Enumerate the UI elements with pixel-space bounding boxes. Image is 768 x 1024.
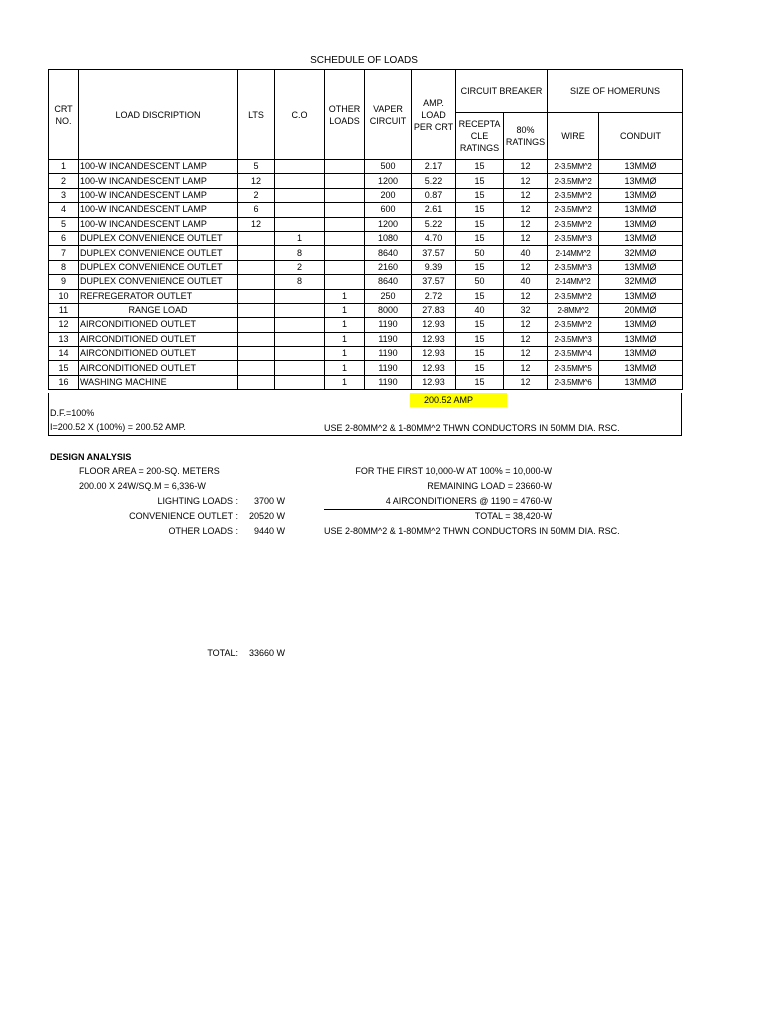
amp-load: 0.87 — [412, 188, 456, 202]
lts-count — [238, 332, 275, 346]
lts-count: 12 — [238, 174, 275, 188]
va-circuit: 8640 — [365, 275, 412, 289]
rating-80: 40 — [504, 275, 548, 289]
wire-size: 2-3.5MM^3 — [548, 332, 599, 346]
header-co: C.O — [275, 70, 325, 160]
table-row — [49, 275, 683, 289]
load-description: DUPLEX CONVENIENCE OUTLET — [79, 275, 238, 289]
table-row — [49, 246, 683, 260]
other-loads-count: 1 — [325, 289, 365, 303]
amp-load: 12.93 — [412, 347, 456, 361]
amp-load: 2.61 — [412, 203, 456, 217]
circuit-number: 1 — [49, 160, 79, 174]
amp-load: 5.22 — [412, 217, 456, 231]
amp-load: 2.72 — [412, 289, 456, 303]
amp-load: 5.22 — [412, 174, 456, 188]
wire-size: 2-14MM^2 — [548, 246, 599, 260]
table-row — [49, 361, 683, 375]
conduit-size: 13MMØ — [599, 174, 683, 188]
header-conduit: CONDUIT — [599, 113, 683, 160]
other-loads-count: 1 — [325, 375, 365, 389]
load-description: WASHING MACHINE — [79, 375, 238, 389]
circuit-number: 12 — [49, 318, 79, 332]
lts-count: 2 — [238, 188, 275, 202]
lts-count — [238, 361, 275, 375]
other-loads-count — [325, 188, 365, 202]
conductor-note-schedule: USE 2-80MM^2 & 1-80MM^2 THWN CONDUCTORS IN 50MM DIA. RSC. — [324, 423, 620, 433]
other-loads-count — [325, 275, 365, 289]
schedule-rows — [49, 160, 683, 390]
other-loads-count — [325, 246, 365, 260]
design-analysis-heading: DESIGN ANALYSIS — [50, 452, 132, 462]
load-description: REFREGERATOR OUTLET — [79, 289, 238, 303]
other-loads-count — [325, 203, 365, 217]
load-description: 100-W INCANDESCENT LAMP — [79, 217, 238, 231]
other-loads-count — [325, 260, 365, 274]
circuit-number: 4 — [49, 203, 79, 217]
circuit-number: 15 — [49, 361, 79, 375]
lts-count — [238, 289, 275, 303]
va-circuit: 1190 — [365, 347, 412, 361]
load-description: 100-W INCANDESCENT LAMP — [79, 160, 238, 174]
circuit-number: 3 — [49, 188, 79, 202]
conduit-size: 20MMØ — [599, 303, 683, 317]
circuit-number: 6 — [49, 231, 79, 245]
amp-load: 12.93 — [412, 361, 456, 375]
lts-count: 5 — [238, 160, 275, 174]
conduit-size: 13MMØ — [599, 332, 683, 346]
co-count — [275, 318, 325, 332]
schedule-of-loads-table — [48, 69, 683, 390]
table-row — [49, 188, 683, 202]
conduit-size: 13MMØ — [599, 361, 683, 375]
amp-load: 37.57 — [412, 275, 456, 289]
other-loads-count: 1 — [325, 347, 365, 361]
table-row — [49, 260, 683, 274]
lts-count — [238, 275, 275, 289]
wire-size: 2-3.5MM^2 — [548, 160, 599, 174]
other-loads-count: 1 — [325, 332, 365, 346]
lighting-loads-label: LIGHTING LOADS : — [157, 496, 238, 506]
load-description: 100-W INCANDESCENT LAMP — [79, 203, 238, 217]
other-loads-count — [325, 231, 365, 245]
circuit-number: 11 — [49, 303, 79, 317]
conduit-size: 13MMØ — [599, 375, 683, 389]
co-count: 8 — [275, 275, 325, 289]
load-description: AIRCONDITIONED OUTLET — [79, 347, 238, 361]
va-circuit: 250 — [365, 289, 412, 303]
load-description: RANGE LOAD — [79, 303, 238, 317]
va-circuit: 1200 — [365, 217, 412, 231]
rating-80: 12 — [504, 347, 548, 361]
remaining-load-line: REMAINING LOAD = 23660-W — [427, 481, 552, 491]
receptacle-rating: 15 — [456, 174, 504, 188]
floor-area: FLOOR AREA = 200-SQ. METERS — [79, 466, 220, 476]
amp-load: 12.93 — [412, 375, 456, 389]
circuit-number: 9 — [49, 275, 79, 289]
va-circuit: 1190 — [365, 375, 412, 389]
receptacle-rating: 50 — [456, 275, 504, 289]
circuit-number: 13 — [49, 332, 79, 346]
co-count — [275, 188, 325, 202]
co-count — [275, 203, 325, 217]
va-circuit: 2160 — [365, 260, 412, 274]
rating-80: 12 — [504, 188, 548, 202]
circuit-number: 14 — [49, 347, 79, 361]
header-other-loads: OTHER LOADS — [325, 70, 365, 160]
receptacle-rating: 15 — [456, 160, 504, 174]
receptacle-rating: 15 — [456, 289, 504, 303]
circuit-number: 5 — [49, 217, 79, 231]
co-count — [275, 303, 325, 317]
header-receptacle-ratings: RECEPTA CLE RATINGS — [456, 113, 504, 160]
receptacle-rating: 15 — [456, 347, 504, 361]
conduit-size: 13MMØ — [599, 203, 683, 217]
lts-count — [238, 260, 275, 274]
va-circuit: 1190 — [365, 318, 412, 332]
wire-size: 2-3.5MM^3 — [548, 231, 599, 245]
header-wire: WIRE — [548, 113, 599, 160]
table-row — [49, 318, 683, 332]
va-circuit: 1190 — [365, 332, 412, 346]
convenience-outlet-value: 20520 W — [248, 511, 285, 521]
receptacle-rating: 15 — [456, 188, 504, 202]
rating-80: 12 — [504, 160, 548, 174]
conduit-size: 13MMØ — [599, 188, 683, 202]
table-row — [49, 160, 683, 174]
co-count — [275, 361, 325, 375]
conduit-size: 13MMØ — [599, 347, 683, 361]
other-loads-count: 1 — [325, 361, 365, 375]
amp-load: 27.83 — [412, 303, 456, 317]
table-row — [49, 231, 683, 245]
co-count — [275, 217, 325, 231]
receptacle-rating: 15 — [456, 260, 504, 274]
load-description: AIRCONDITIONED OUTLET — [79, 332, 238, 346]
lts-count — [238, 318, 275, 332]
circuit-number: 7 — [49, 246, 79, 260]
va-circuit: 1200 — [365, 174, 412, 188]
load-description: DUPLEX CONVENIENCE OUTLET — [79, 246, 238, 260]
circuit-number: 10 — [49, 289, 79, 303]
wire-size: 2-3.5MM^2 — [548, 203, 599, 217]
rating-80: 32 — [504, 303, 548, 317]
rating-80: 40 — [504, 246, 548, 260]
header-circuit-breaker: CIRCUIT BREAKER — [456, 70, 548, 113]
other-loads-label: OTHER LOADS : — [168, 526, 238, 536]
first-10000-line: FOR THE FIRST 10,000-W AT 100% = 10,000-W — [355, 466, 552, 476]
co-count: 1 — [275, 231, 325, 245]
convenience-outlet-label: CONVENIENCE OUTLET : — [129, 511, 238, 521]
va-circuit: 1080 — [365, 231, 412, 245]
wire-size: 2-14MM^2 — [548, 275, 599, 289]
wire-size: 2-3.5MM^2 — [548, 188, 599, 202]
wire-size: 2-3.5MM^6 — [548, 375, 599, 389]
other-loads-count: 1 — [325, 303, 365, 317]
rating-80: 12 — [504, 203, 548, 217]
table-row — [49, 347, 683, 361]
lighting-loads-value: 3700 W — [253, 496, 285, 506]
rating-80: 12 — [504, 318, 548, 332]
current-computation: I=200.52 X (100%) = 200.52 AMP. — [50, 422, 186, 432]
header-amp-load: AMP. LOAD PER CRT — [412, 70, 456, 160]
receptacle-rating: 15 — [456, 217, 504, 231]
co-count — [275, 174, 325, 188]
total-rule — [324, 509, 552, 510]
va-circuit: 8640 — [365, 246, 412, 260]
rating-80: 12 — [504, 289, 548, 303]
conductor-note-design: USE 2-80MM^2 & 1-80MM^2 THWN CONDUCTORS IN 50MM DIA. RSC. — [324, 526, 620, 536]
va-circuit: 200 — [365, 188, 412, 202]
conduit-size: 13MMØ — [599, 231, 683, 245]
va-circuit: 1190 — [365, 361, 412, 375]
co-count — [275, 289, 325, 303]
load-description: 100-W INCANDESCENT LAMP — [79, 188, 238, 202]
wire-size: 2-3.5MM^3 — [548, 260, 599, 274]
wire-size: 2-3.5MM^2 — [548, 318, 599, 332]
receptacle-rating: 15 — [456, 318, 504, 332]
amp-load: 9.39 — [412, 260, 456, 274]
header-load-description: LOAD DISCRIPTION — [79, 70, 238, 160]
lts-count — [238, 231, 275, 245]
circuit-number: 16 — [49, 375, 79, 389]
amp-load: 4.70 — [412, 231, 456, 245]
wire-size: 2-3.5MM^5 — [548, 361, 599, 375]
total-amp-highlight: 200.52 AMP — [410, 393, 507, 407]
lts-count — [238, 303, 275, 317]
aircon-line: 4 AIRCONDITIONERS @ 1190 = 4760-W — [385, 496, 552, 506]
wire-size: 2-3.5MM^2 — [548, 174, 599, 188]
amp-load: 37.57 — [412, 246, 456, 260]
load-description: AIRCONDITIONED OUTLET — [79, 318, 238, 332]
rating-80: 12 — [504, 231, 548, 245]
lts-count — [238, 347, 275, 361]
grand-total-label: TOTAL: — [207, 648, 238, 658]
header-size-of-homeruns: SIZE OF HOMERUNS — [548, 70, 683, 113]
wire-size: 2-3.5MM^4 — [548, 347, 599, 361]
table-row — [49, 174, 683, 188]
header-lts: LTS — [238, 70, 275, 160]
receptacle-rating: 15 — [456, 375, 504, 389]
header-vaper-circuit: VAPER CIRCUIT — [365, 70, 412, 160]
conduit-size: 13MMØ — [599, 260, 683, 274]
wire-size: 2-3.5MM^2 — [548, 217, 599, 231]
wire-size: 2-3.5MM^2 — [548, 289, 599, 303]
rating-80: 12 — [504, 375, 548, 389]
rating-80: 12 — [504, 217, 548, 231]
conduit-size: 13MMØ — [599, 217, 683, 231]
load-description: AIRCONDITIONED OUTLET — [79, 361, 238, 375]
receptacle-rating: 15 — [456, 203, 504, 217]
load-description: 100-W INCANDESCENT LAMP — [79, 174, 238, 188]
co-count: 8 — [275, 246, 325, 260]
amp-load: 12.93 — [412, 332, 456, 346]
circuit-number: 2 — [49, 174, 79, 188]
conduit-size: 32MMØ — [599, 275, 683, 289]
other-loads-count: 1 — [325, 318, 365, 332]
receptacle-rating: 15 — [456, 332, 504, 346]
table-row — [49, 217, 683, 231]
grand-total-value: 33660 W — [248, 648, 285, 658]
table-row — [49, 289, 683, 303]
conduit-size: 32MMØ — [599, 246, 683, 260]
load-description: DUPLEX CONVENIENCE OUTLET — [79, 260, 238, 274]
rating-80: 12 — [504, 174, 548, 188]
other-loads-count — [325, 160, 365, 174]
schedule-title: SCHEDULE OF LOADS — [310, 55, 418, 66]
co-count — [275, 347, 325, 361]
table-row — [49, 203, 683, 217]
lts-count: 12 — [238, 217, 275, 231]
amp-load: 12.93 — [412, 318, 456, 332]
demand-factor: D.F.=100% — [50, 408, 95, 418]
circuit-number: 8 — [49, 260, 79, 274]
rating-80: 12 — [504, 361, 548, 375]
header-80-ratings: 80% RATINGS — [504, 113, 548, 160]
other-loads-value: 9440 W — [253, 526, 285, 536]
va-circuit: 8000 — [365, 303, 412, 317]
receptacle-rating: 15 — [456, 231, 504, 245]
other-loads-count — [325, 174, 365, 188]
rating-80: 12 — [504, 260, 548, 274]
amp-load: 2.17 — [412, 160, 456, 174]
receptacle-rating: 40 — [456, 303, 504, 317]
table-row — [49, 303, 683, 317]
conduit-size: 13MMØ — [599, 289, 683, 303]
co-count — [275, 375, 325, 389]
table-row — [49, 375, 683, 389]
lts-count — [238, 375, 275, 389]
conduit-size: 13MMØ — [599, 318, 683, 332]
header-crt-no: CRT NO. — [49, 70, 79, 160]
table-row — [49, 332, 683, 346]
co-count — [275, 160, 325, 174]
co-count: 2 — [275, 260, 325, 274]
lts-count: 6 — [238, 203, 275, 217]
va-circuit: 500 — [365, 160, 412, 174]
receptacle-rating: 15 — [456, 361, 504, 375]
lts-count — [238, 246, 275, 260]
load-description: DUPLEX CONVENIENCE OUTLET — [79, 231, 238, 245]
area-computation: 200.00 X 24W/SQ.M = 6,336-W — [79, 481, 206, 491]
design-total-line: TOTAL = 38,420-W — [474, 511, 552, 521]
va-circuit: 600 — [365, 203, 412, 217]
rating-80: 12 — [504, 332, 548, 346]
receptacle-rating: 50 — [456, 246, 504, 260]
co-count — [275, 332, 325, 346]
conduit-size: 13MMØ — [599, 160, 683, 174]
wire-size: 2-8MM^2 — [548, 303, 599, 317]
other-loads-count — [325, 217, 365, 231]
